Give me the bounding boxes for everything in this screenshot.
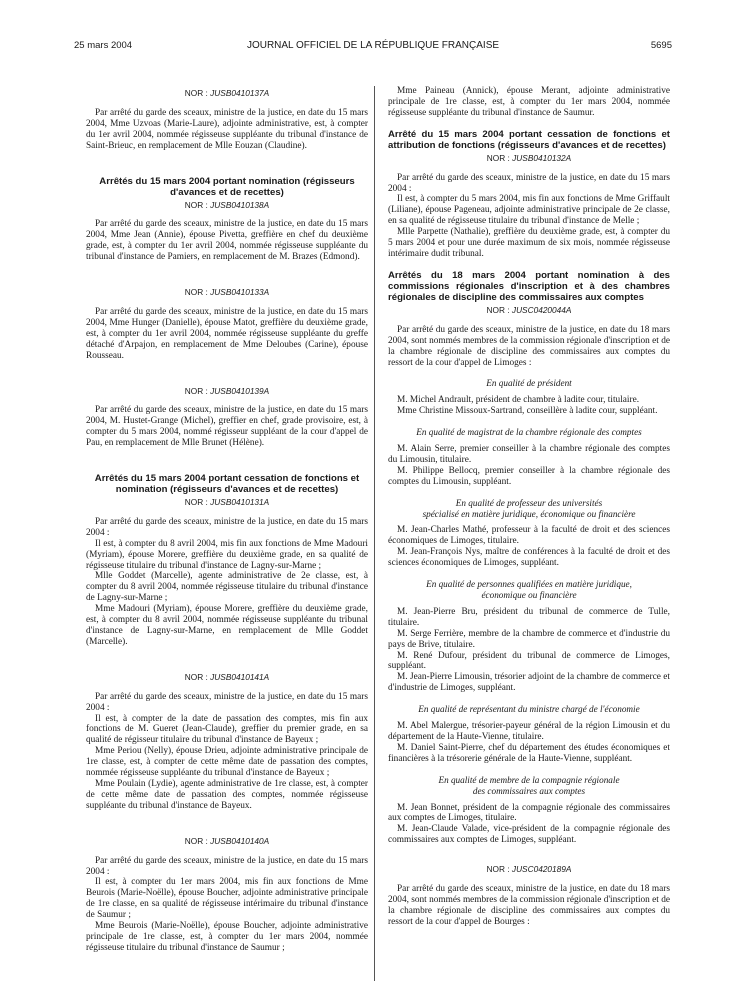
paragraph: Mlle Parpette (Nathalie), greffière du deuxième grade, est, à compter du 5 mars 2004 et pour une durée maximum de six mois, nommée régisseuse intérimaire dudit tribunal.	[388, 227, 670, 259]
paragraph: Mlle Goddet (Marcelle), agente administrative de 2e classe, est, à compter du 8 avril 2004, nommée régisseuse titulaire du tribunal d'instance de Lagny-sur-Marne ;	[86, 571, 368, 604]
nor-reference: NOR : JUSB0410133A	[184, 287, 270, 298]
paragraph: Par arrêté du garde des sceaux, ministre de la justice, en date du 18 mars 2004, sont nommés membres de la commission régionale d'inscription et de la chambre régionale de discipline des commissaires aux comptes du ressort de la cour d'appel de Bourges :	[388, 884, 670, 927]
paragraph: Il est, à compter du 5 mars 2004, mis fin aux fonctions de Mme Griffault (Liliane), épouse Pageneau, adjointe administrative principale de 2e classe, en sa qualité de régisseuse titulaire du tribunal d'instance de Melle ;	[388, 194, 670, 227]
paragraph: M. Philippe Bellocq, premier conseiller à la chambre régionale des comptes du Limousin, suppléant.	[388, 465, 670, 487]
paragraph: M. Michel Andrault, président de chambre à ladite cour, titulaire.	[397, 395, 640, 406]
paragraph: Par arrêté du garde des sceaux, ministre de la justice, en date du 15 mars 2004 :	[86, 691, 368, 713]
paragraph: M. Jean Bonnet, président de la compagnie régionale des commissaires aux comptes de Limoges, titulaire.	[388, 802, 670, 824]
paragraph: Mme Christine Missoux-Sartrand, conseillère à ladite cour, suppléant.	[397, 406, 658, 417]
nor-reference: NOR : JUSB0410138A	[184, 199, 270, 210]
left-column	[86, 88, 368, 954]
paragraph: Il est, à compter du 8 avril 2004, mis fin aux fonctions de Mme Madouri (Myriam), épouse Morere, greffière du deuxième grade, en sa qualité de régisseuse titulaire du tribunal d'instance de Lagny-sur-Marne ;	[86, 538, 368, 571]
nor-reference: NOR : JUSB0410141A	[184, 671, 270, 682]
paragraph: Par arrêté du garde des sceaux, ministre de la justice, en date du 15 mars 2004 :	[388, 172, 670, 194]
paragraph: M. Jean-Claude Valade, vice-président de la compagnie régionale des commissaires aux comptes de Limoges, suppléant.	[388, 824, 670, 846]
paragraph: M. René Dufour, président du tribunal de commerce de Limoges, suppléant.	[388, 650, 670, 672]
nor-reference: NOR : JUSC0420189A	[486, 864, 572, 875]
nor-reference: NOR : JUSB0410140A	[184, 835, 270, 846]
paragraph: M. Jean-Pierre Limousin, trésorier adjoint de la chambre de commerce et d'industrie de Limoges, suppléant.	[388, 672, 670, 694]
section-title: Arrêtés du 15 mars 2004 portant nomination (régisseurs d'avances et de recettes)	[99, 175, 355, 198]
section-title: Arrêtés du 18 mars 2004 portant nomination à des commissions régionales d'inscription et à des chambres régionales de discipline des commissaires aux comptes	[388, 269, 670, 303]
paragraph: M. Jean-François Nys, maître de conférences à la faculté de droit et des sciences économiques de Limoges, suppléant.	[388, 547, 670, 569]
paragraph: M. Jean-Charles Mathé, professeur à la faculté de droit et des sciences économiques de Limoges, titulaire.	[388, 525, 670, 547]
subsection-heading: En qualité de professeur des universités spécialisé en matière juridique, économique ou financière	[422, 497, 636, 519]
paragraph: Par arrêté du garde des sceaux, ministre de la justice, en date du 15 mars 2004, Mme Jean (Annie), épouse Pivetta, greffière en chef du deuxième grade, est, à compter du 1er avril 2004, nommée régisseuse suppléante du tribunal d'instance de Pamiers, en remplacement de M. Brazes (Edmond).	[86, 219, 368, 263]
paragraph: Par arrêté du garde des sceaux, ministre de la justice, en date du 18 mars 2004, sont nommés membres de la commission régionale d'inscription et de la chambre régionale de discipline des commissaires aux comptes du ressort de la cour d'appel de Limoges :	[388, 324, 670, 368]
subsection-heading: En qualité de membre de la compagnie régionale des commissaires aux comptes	[438, 774, 620, 796]
nor-reference: NOR : JUSB0410131A	[184, 497, 270, 508]
paragraph: M. Abel Malergue, trésorier-payeur général de la région Limousin et du département de la Haute-Vienne, titulaire.	[388, 721, 670, 742]
paragraph: Par arrêté du garde des sceaux, ministre de la justice, en date du 15 mars 2004, Mme Uzvoas (Marie-Laure), adjointe administrative, est, à compter du 1er avril 2004, nommée régisseuse suppléante du tribunal d'instance de Saint-Brieuc, en remplacement de Mlle Eouzan (Claudine).	[86, 107, 368, 151]
paragraph: Mme Madouri (Myriam), épouse Morere, greffière du deuxième grade, est, à compter du 8 avril 2004, nommée régisseuse suppléante du tribunal d'instance de Lagny-sur-Marne, en remplacement de Mlle Goddet (Marcelle).	[86, 604, 368, 647]
paragraph: M. Daniel Saint-Pierre, chef du département des études économiques et financières à la trésorerie générale de la Haute-Vienne, suppléant.	[388, 742, 670, 764]
section-title: Arrêtés du 15 mars 2004 portant cessation de fonctions et nomination (régisseurs d'avances et de recettes)	[94, 473, 360, 496]
subsection-heading: En qualité de représentant du ministre chargé de l'économie	[418, 704, 640, 715]
paragraph: M. Serge Ferrière, membre de la chambre de commerce et d'industrie du pays de Brive, titulaire.	[388, 628, 670, 650]
journal-title: JOURNAL OFFICIEL DE LA RÉPUBLIQUE FRANÇAISE	[246, 40, 500, 51]
subsection-heading: En qualité de personnes qualifiées en matière juridique, économique ou financière	[426, 579, 632, 600]
nor-reference: NOR : JUSB0410132A	[486, 152, 572, 163]
paragraph: Il est, à compter de la date de passation des comptes, mis fin aux fonctions de M. Gueret (Jean-Claude), greffier du premier grade, en sa qualité de régisseur titulaire du tribunal d'instance de Bayeux ;	[86, 713, 368, 746]
subsection-heading: En qualité de magistrat de la chambre régionale des comptes	[416, 427, 642, 438]
nor-reference: NOR : JUSB0410137A	[184, 88, 270, 98]
paragraph: Par arrêté du garde des sceaux, ministre de la justice, en date du 15 mars 2004, M. Hustet-Grange (Michel), greffier en chef, grade provisoire, est, à compter du 5 mars 2004, nommé régisseur suppléant de la cour d'appel de Pau, en remplacement de Mlle Brunet (Hélène).	[86, 405, 368, 449]
nor-reference: NOR : JUSB0410139A	[184, 385, 270, 396]
paragraph: Par arrêté du garde des sceaux, ministre de la justice, en date du 15 mars 2004 :	[86, 516, 368, 538]
page-number: 5695	[650, 40, 672, 51]
nor-reference: NOR : JUSC0420044A	[486, 304, 572, 315]
section-title: Arrêté du 15 mars 2004 portant cessation de fonctions et attribution de fonctions (régisseurs d'avances et de recettes)	[388, 128, 670, 151]
header-date: 25 mars 2004	[74, 40, 133, 51]
right-column	[388, 86, 670, 928]
paragraph: Par arrêté du garde des sceaux, ministre de la justice, en date du 15 mars 2004, Mme Hunger (Danielle), épouse Matot, greffière du deuxième grade, est, à compter du 1er avril 2004, nommée régisseuse suppléante du greffe détaché d'Arpajon, en remplacement de Mme Deloubes (Carine), épouse Rousseau.	[86, 306, 368, 361]
paragraph: Mme Poulain (Lydie), agente administrative de 1re classe, est, à compter de cette même date de passation des comptes, nommée régisseuse suppléante du tribunal d'instance de Bayeux.	[86, 778, 368, 811]
paragraph: Par arrêté du garde des sceaux, ministre de la justice, en date du 15 mars 2004 :	[86, 855, 368, 877]
paragraph: Mme Paineau (Annick), épouse Merant, adjointe administrative principale de 1re classe, est, à compter du 1er mars 2004, nommée régisseuse suppléante du tribunal d'instance de Saumur.	[388, 86, 670, 118]
paragraph: M. Jean-Pierre Bru, président du tribunal de commerce de Tulle, titulaire.	[388, 606, 670, 628]
subsection-heading: En qualité de président	[486, 378, 572, 389]
page-header	[74, 40, 672, 54]
paragraph: Il est, à compter du 1er mars 2004, mis fin aux fonctions de Mme Beurois (Marie-Noëlle), épouse Boucher, adjointe administrative principale de 1re classe, en sa qualité de régisseuse intérimaire du tribunal d'instance de Saumur ;	[86, 877, 368, 921]
paragraph: M. Alain Serre, premier conseiller à la chambre régionale des comptes du Limousin, titulaire.	[388, 444, 670, 465]
column-divider	[374, 86, 375, 981]
paragraph: Mme Periou (Nelly), épouse Drieu, adjointe administrative principale de 1re classe, est, à compter de cette même date de passation des comptes, nommée régisseuse suppléante du tribunal d'instance de Bayeux ;	[86, 746, 368, 779]
paragraph: Mme Beurois (Marie-Noëlle), épouse Boucher, adjointe administrative principale de 1re classe, est, à compter du 1er mars 2004, nommée régisseuse titulaire du tribunal d'instance de Saumur ;	[86, 921, 368, 953]
